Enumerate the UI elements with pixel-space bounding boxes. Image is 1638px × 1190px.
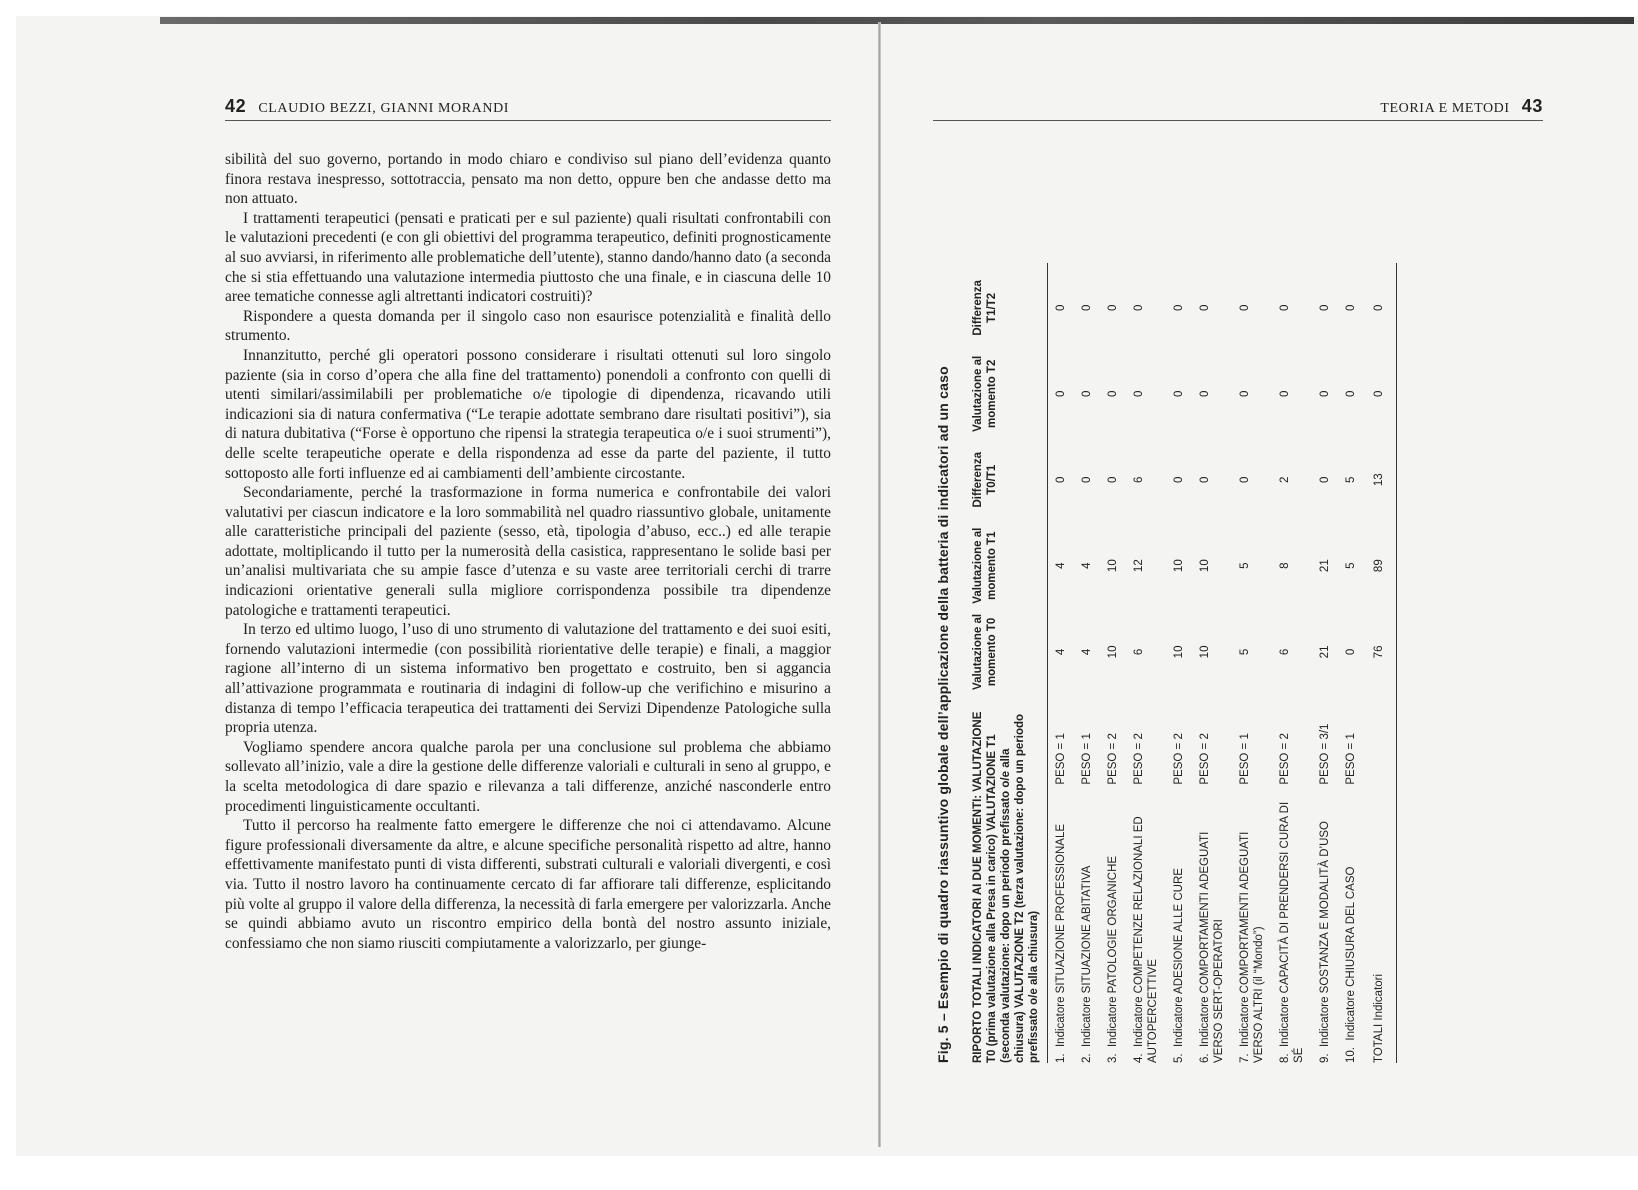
value-cell-t0: 0 bbox=[1345, 648, 1357, 656]
indicator-cell bbox=[1192, 785, 1232, 1063]
body-paragraph: Innanzitutto, perché gli operatori possono considerare i risultati ottenuti sul loro singolo paziente (sia in corso d’opera che alla fine del trattamento) ponendoli a confronto con quelli di utenti similari/assimilabili per problematiche o/e tipologie di dipendenza, ricavando utili indicazioni sia di natura confermativa (“Le terapie adottate sembrano dare risultati positivi”), sia di natura dubitativa (“Forse è opportuno che ripensi la strategia terapeutica o/e i suoi strumenti”), delle scelte terapeutiche operate e della rispondenza ad esse da parte del paziente, il tutto sottoposto alle forti influenze ed ai cambiamenti dell’ambiente circostante. bbox=[225, 346, 831, 482]
value-cell-t2: 0 bbox=[1133, 390, 1145, 398]
value-cell-t2: 0 bbox=[1239, 390, 1251, 398]
header-t2: Valutazione al momento T2 bbox=[971, 349, 1048, 435]
figure-caption: Fig. 5 – Esempio di quadro riassuntivo globale dell’applicazione della batteria di indicatori ad un caso bbox=[935, 366, 951, 1063]
value-cell-d01: 0 bbox=[1173, 476, 1185, 483]
indicator-cell bbox=[1272, 785, 1312, 1063]
left-running-head bbox=[225, 96, 831, 121]
weight-cell: PESO = 1 bbox=[1345, 733, 1357, 785]
value-cell-d01: 5 bbox=[1345, 476, 1357, 483]
weight-cell: PESO = 1 bbox=[1055, 733, 1067, 785]
value-cell-t0: 10 bbox=[1173, 645, 1185, 659]
weight-cell: PESO = 2 bbox=[1279, 733, 1291, 785]
right-running-head bbox=[933, 96, 1543, 121]
indicator-label: Indicatore COMPETENZE RELAZIONALI ED AUTOPERCETTIVE bbox=[1133, 816, 1159, 1063]
value-cell-t2: 0 bbox=[1055, 390, 1067, 398]
book-gutter bbox=[878, 22, 881, 1147]
scan-top-edge bbox=[160, 17, 1634, 24]
weight-cell: PESO = 2 bbox=[1199, 733, 1211, 785]
total-cell-t0: 76 bbox=[1373, 645, 1385, 659]
table-header-row bbox=[971, 263, 1048, 1063]
value-cell-d12: 0 bbox=[1133, 304, 1145, 312]
indicator-cell bbox=[1232, 785, 1272, 1063]
body-paragraph: In terzo ed ultimo luogo, l’uso di uno strumento di valutazione del trattamento e dei suoi esiti, fornendo valutazioni intermedie (con possibilità riorientative delle terapie) e finali, a maggior ragione all’interno di un sistema informativo ben progettato e costruito, ben si aggancia all’attivazione programmata e routinaria di indagini di follow-up che verifichino e misurino a distanza di tempo l’efficacia terapeutica dei trattamenti dei Servizi Dipendenze Patologiche sulla propria utenza. bbox=[225, 621, 831, 737]
value-cell-d01: 0 bbox=[1319, 476, 1331, 483]
value-cell-t0: 10 bbox=[1199, 645, 1211, 659]
weight-cell: PESO = 1 bbox=[1081, 733, 1093, 785]
table-total-row bbox=[1364, 263, 1392, 1063]
body-paragraph: Tutto il percorso ha realmente fatto emergere le differenze che noi ci attendavamo. Alcune figure professionali diversamente da altre, e alcune specifiche personalità rispetto ad altre, hanno effettivamente manifestato punti di vista differenti, substrati culturali e valoriali divergenti, e così via. Tutto il nostro lavoro ha continuamente cercato di far affiorare tali differenze, esplicitando più volte al gruppo il valore della differenza, la necessità di farla emergere per valorizzarla. Anche se quindi abbiamo avuto un riscontro empirico della bontà del nostro assunto iniziale, confessiamo che non siamo riusciti compiutamente a valorizzarlo, per giunge- bbox=[225, 817, 831, 952]
total-weight-empty bbox=[1364, 693, 1392, 785]
indicator-label: Indicatore SITUAZIONE PROFESSIONALE bbox=[1055, 823, 1067, 1048]
total-cell-d12: 0 bbox=[1373, 304, 1385, 312]
indicator-cell bbox=[1338, 785, 1364, 1063]
table-row bbox=[1272, 263, 1312, 1063]
weight-cell: PESO = 2 bbox=[1173, 733, 1185, 785]
value-cell-d12: 0 bbox=[1107, 304, 1119, 312]
value-cell-t2: 0 bbox=[1199, 390, 1211, 398]
value-cell-d01: 0 bbox=[1081, 476, 1093, 483]
body-paragraph: Secondariamente, perché la trasformazione in forma numerica e confrontabile dei valori valutativi per ciascun indicatore e la loro sommabilità nel quadro riassuntivo globale, unitamente alle caratteristiche principali del paziente (sesso, età, tipologia d’abuso, ecc..) ed alle terapie adottate, moltiplicando il tutto per la numerosità della casistica, rappresentano le solide basi per un’analisi multivariata che su ampie fasce d’utenza e su vaste aree territoriali cerchi di trarre indicazioni orientative generali sulla migliore corrispondenza possibile tra dipendenze patologiche e trattamenti terapeutici. bbox=[225, 484, 831, 619]
value-cell-d12: 0 bbox=[1345, 304, 1357, 312]
value-cell-t1: 10 bbox=[1173, 559, 1185, 573]
value-cell-t0: 4 bbox=[1055, 648, 1067, 656]
weight-cell: PESO = 1 bbox=[1239, 733, 1251, 785]
value-cell-t1: 10 bbox=[1107, 559, 1119, 573]
indicator-number: 4. bbox=[1133, 1053, 1145, 1063]
total-cell-d01: 13 bbox=[1373, 473, 1385, 487]
indicator-label: Indicatore COMPORTAMENTI ADEGUATI VERSO ALTRI (il “Mondo”) bbox=[1239, 831, 1265, 1063]
body-paragraph: Vogliamo spendere ancora qualche parola per una conclusione sul problema che abbiamo sollevato all’inizio, vale a dire la gestione delle differenze valoriali e culturali in seno al gruppo, e la scelta metodologica di dare spazio e rilevanza a tali differenze, anziché nasconderle entro procedimenti linguisticamente occultanti. bbox=[225, 738, 831, 815]
value-cell-d12: 0 bbox=[1199, 304, 1211, 312]
header-diff-t1-t2: Differenza T1/T2 bbox=[971, 263, 1048, 349]
body-paragraph: sibilità del suo governo, portando in modo chiaro e condiviso sul piano dell’evidenza quanto finora restava inespresso, sottotraccia, pensato ma non detto, oppure ben che andasse detto ma non attuato. bbox=[225, 151, 831, 208]
indicator-label: Indicatore COMPORTAMENTI ADEGUATI VERSO SERT-OPERATORI bbox=[1199, 831, 1225, 1063]
table-row bbox=[1048, 263, 1075, 1063]
table-row bbox=[1192, 263, 1232, 1063]
value-cell-t1: 4 bbox=[1055, 562, 1067, 569]
weight-cell: PESO = 2 bbox=[1107, 733, 1119, 785]
value-cell-t0: 6 bbox=[1279, 648, 1291, 656]
rotated-figure bbox=[935, 263, 1541, 1063]
weight-cell: PESO = 2 bbox=[1133, 733, 1145, 785]
value-cell-t0: 5 bbox=[1239, 648, 1251, 656]
left-page-number: 42 bbox=[225, 96, 247, 116]
header-t0: Valutazione al momento T0 bbox=[971, 607, 1048, 693]
table-row bbox=[1312, 263, 1338, 1063]
value-cell-d12: 0 bbox=[1055, 304, 1067, 312]
value-cell-d12: 0 bbox=[1279, 304, 1291, 312]
table-row bbox=[1126, 263, 1166, 1063]
total-label: TOTALI Indicatori bbox=[1373, 973, 1385, 1063]
indicator-cell bbox=[1166, 785, 1192, 1063]
value-cell-d01: 2 bbox=[1279, 476, 1291, 483]
indicator-number: 3. bbox=[1107, 1053, 1119, 1063]
value-cell-d01: 0 bbox=[1107, 476, 1119, 483]
value-cell-t0: 4 bbox=[1081, 648, 1093, 656]
total-cell-t2: 0 bbox=[1373, 390, 1385, 398]
summary-table bbox=[971, 263, 1397, 1063]
header-diff-t0-t1: Differenza T0/T1 bbox=[971, 435, 1048, 521]
indicator-label: Indicatore PATOLOGIE ORGANICHE bbox=[1107, 855, 1119, 1048]
indicator-number: 5. bbox=[1173, 1053, 1185, 1063]
value-cell-t2: 0 bbox=[1107, 390, 1119, 398]
table-row bbox=[1232, 263, 1272, 1063]
body-paragraph: Rispondere a questa domanda per il singolo caso non esaurisce potenzialità e finalità dello strumento. bbox=[225, 307, 831, 345]
indicator-number: 7. bbox=[1239, 1053, 1251, 1063]
left-page-body bbox=[225, 150, 831, 953]
value-cell-d01: 0 bbox=[1239, 476, 1251, 483]
value-cell-t2: 0 bbox=[1345, 390, 1357, 398]
value-cell-t1: 5 bbox=[1345, 562, 1357, 569]
value-cell-t1: 21 bbox=[1319, 559, 1331, 573]
value-cell-t2: 0 bbox=[1173, 390, 1185, 398]
value-cell-t1: 8 bbox=[1279, 562, 1291, 569]
header-indicators: RIPORTO TOTALI INDICATORI AI DUE MOMENTI: VALUTAZIONE T0 (prima valutazione alla Presa in carico) VALUTAZIONE T1 (seconda valutazione: dopo un periodo prefissato o/e alla chiusura) VALUTAZIONE T2 (terza valutazione: dopo un periodo prefissato o/e alla chiusura) bbox=[971, 693, 1048, 1063]
body-paragraph: I trattamenti terapeutici (pensati e praticati per e sul paziente) quali risultati confrontabili con le valutazioni precedenti (e con gli obiettivi del programma terapeutico, definiti prognosticamente al suo avviarsi, in riferimento alle problematiche dell’utente), stanno dando/hanno dato (a seconda che si stia effettuando una valutazione intermedia piuttosto che una finale, e in ciascuna delle 10 aree tematiche connesse agli altrettanti indicatori costruiti)? bbox=[225, 209, 831, 306]
indicator-number: 9. bbox=[1319, 1053, 1331, 1063]
value-cell-d12: 0 bbox=[1081, 304, 1093, 312]
value-cell-t2: 0 bbox=[1319, 390, 1331, 398]
value-cell-t2: 0 bbox=[1081, 390, 1093, 398]
table-bottom-rule bbox=[1392, 263, 1397, 1063]
weight-cell: PESO = 3/1 bbox=[1319, 723, 1331, 785]
indicator-cell bbox=[1048, 785, 1075, 1063]
value-cell-d12: 0 bbox=[1173, 304, 1185, 312]
table-row bbox=[1166, 263, 1192, 1063]
indicator-label: Indicatore SITUAZIONE ABITATIVA bbox=[1081, 865, 1093, 1048]
indicator-cell bbox=[1312, 785, 1338, 1063]
value-cell-d01: 6 bbox=[1133, 476, 1145, 483]
right-page-number: 43 bbox=[1521, 96, 1543, 116]
right-running-head-text: TEORIA E METODI bbox=[1380, 101, 1510, 116]
value-cell-t0: 6 bbox=[1133, 648, 1145, 656]
indicator-number: 10. bbox=[1345, 1047, 1357, 1063]
value-cell-t0: 21 bbox=[1319, 645, 1331, 659]
total-cell-t1: 89 bbox=[1373, 559, 1385, 573]
value-cell-d01: 0 bbox=[1199, 476, 1211, 483]
indicator-label: Indicatore CHIUSURA DEL CASO bbox=[1345, 866, 1357, 1041]
indicator-label: Indicatore CAPACITÀ DI PRENDERSI CURA DI SÉ bbox=[1279, 801, 1305, 1063]
indicator-cell bbox=[1126, 785, 1166, 1063]
value-cell-t1: 10 bbox=[1199, 559, 1211, 573]
indicator-number: 8. bbox=[1279, 1053, 1291, 1063]
table-row bbox=[1074, 263, 1100, 1063]
table-row bbox=[1338, 263, 1364, 1063]
left-running-head-text: CLAUDIO BEZZI, GIANNI MORANDI bbox=[258, 101, 510, 116]
value-cell-t1: 4 bbox=[1081, 562, 1093, 569]
header-t1: Valutazione al momento T1 bbox=[971, 521, 1048, 607]
value-cell-t2: 0 bbox=[1279, 390, 1291, 398]
value-cell-d12: 0 bbox=[1239, 304, 1251, 312]
value-cell-t1: 12 bbox=[1133, 559, 1145, 573]
indicator-cell bbox=[1100, 785, 1126, 1063]
value-cell-d01: 0 bbox=[1055, 476, 1067, 483]
indicator-number: 1. bbox=[1055, 1053, 1067, 1063]
value-cell-t1: 5 bbox=[1239, 562, 1251, 569]
value-cell-d12: 0 bbox=[1319, 304, 1331, 312]
table-body bbox=[1048, 263, 1397, 1063]
indicator-cell bbox=[1074, 785, 1100, 1063]
bottom-rule-cell bbox=[1392, 263, 1397, 1063]
table-row bbox=[1100, 263, 1126, 1063]
value-cell-t0: 10 bbox=[1107, 645, 1119, 659]
indicator-number: 6. bbox=[1199, 1053, 1211, 1063]
indicator-label: Indicatore SOSTANZA E MODALITÀ D’USO bbox=[1319, 821, 1331, 1048]
indicator-label: Indicatore ADESIONE ALLE CURE bbox=[1173, 868, 1185, 1048]
indicator-number: 2. bbox=[1081, 1053, 1093, 1063]
